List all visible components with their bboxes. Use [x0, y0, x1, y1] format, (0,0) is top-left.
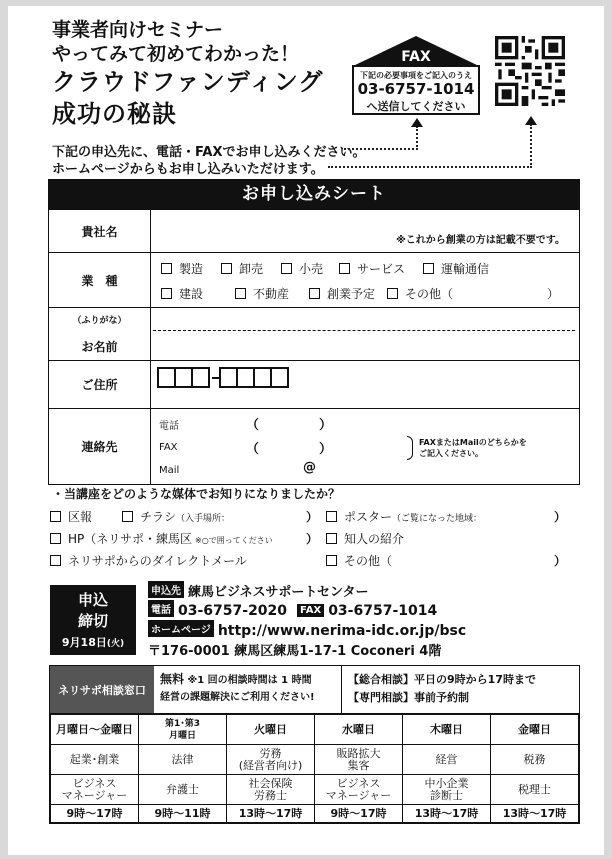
- tel-label: 電話: [159, 421, 179, 432]
- tag-tel: 電話: [148, 600, 174, 617]
- consultation-row-experts: [51, 775, 579, 805]
- checkbox[interactable]: [122, 511, 133, 522]
- address-row[interactable]: [49, 360, 579, 408]
- mail-at: @: [303, 460, 316, 475]
- furigana-label: （ふりがな）: [72, 316, 127, 326]
- consultation-grid: [50, 714, 579, 823]
- name-label-cell: [49, 308, 151, 360]
- application-sheet: [48, 179, 580, 485]
- company-label: 貴社名: [49, 210, 151, 252]
- contact-tel-fax: [148, 600, 437, 619]
- contact-label: 連絡先: [49, 409, 151, 484]
- industry-option[interactable]: 創業予定: [309, 285, 375, 302]
- survey-poster-close: ）: [554, 510, 567, 524]
- consultation-free-note: 無料 ※1 回の相談時間は 1 時間 経営の課題解決にご利用ください!: [154, 666, 342, 713]
- consultation-cell-days: 木曜日: [403, 715, 491, 745]
- consultation-cell-days: 金曜日: [491, 715, 579, 745]
- title-line-2: やってみて初めてわかった！: [52, 43, 300, 65]
- consultation-row-days: [51, 715, 579, 745]
- industry-option[interactable]: その他（: [387, 285, 453, 302]
- consultation-cell-hours: 13時～17時: [491, 805, 579, 823]
- leader-to-qr: [328, 166, 532, 168]
- homepage-link[interactable]: http://www.nerima-idc.or.jp/bsc: [217, 623, 467, 639]
- consultation-cell-experts: 中小企業 診断士: [403, 775, 491, 805]
- industry-option[interactable]: 製造: [161, 260, 203, 277]
- name-label: お名前: [81, 340, 118, 354]
- survey-option-chirashi[interactable]: チラシ（入手場所：: [122, 508, 230, 525]
- consultation-cell-topics: 起業･創業: [51, 745, 139, 775]
- deadline-box: [50, 585, 136, 655]
- consultation-cell-experts: 弁護士: [139, 775, 227, 805]
- industry-option[interactable]: サービス: [339, 260, 405, 277]
- title-line-3: クラウドファンディング: [52, 68, 324, 96]
- consultation-cell-days: 火曜日: [227, 715, 315, 745]
- consultation-cell-hours: 9時～11時: [139, 805, 227, 823]
- fax-paren-open: （: [246, 442, 260, 457]
- checkbox[interactable]: [161, 288, 172, 299]
- survey-option-dm[interactable]: ネリサポからのダイレクトメール: [50, 552, 247, 569]
- name-row[interactable]: [49, 307, 579, 360]
- deadline-date: 9月18日(火): [61, 636, 125, 649]
- deadline-line-2: 締切: [77, 612, 108, 630]
- contact-fax[interactable]: 03-6757-1014: [328, 603, 438, 619]
- fax-instruction-box: [352, 35, 480, 115]
- consultation-hours-note: 【総合相談】平日の9時から17時まで 【専門相談】事前予約制: [348, 673, 536, 704]
- deadline-line-1: 申込: [77, 591, 108, 609]
- consultation-row-hours: [51, 805, 579, 823]
- checkbox[interactable]: [281, 263, 292, 274]
- company-note: ※これから創業の方は記載不要です。: [396, 235, 565, 246]
- mail-label: Mail: [159, 465, 180, 476]
- application-flyer: [8, 6, 604, 855]
- address-label: ご住所: [49, 361, 151, 408]
- arrow-up-icon: [411, 118, 423, 127]
- postal-code-boxes[interactable]: [219, 367, 287, 388]
- seminar-title: [52, 18, 323, 130]
- consultation-cell-experts: 社会保険 労務士: [227, 775, 315, 805]
- survey-option-koho[interactable]: 区報: [50, 508, 92, 525]
- tag-fax: FAX: [297, 604, 324, 617]
- contact-note: FAXまたはMailのどちらかを ご記入ください。: [419, 438, 527, 458]
- consultation-cell-days: 水曜日: [315, 715, 403, 745]
- consultation-cell-hours: 13時～17時: [227, 805, 315, 823]
- contact-tel[interactable]: 03-6757-2020: [178, 603, 288, 619]
- consultation-row-topics: [51, 745, 579, 775]
- consultation-cell-hours: 9時～17時: [315, 805, 403, 823]
- contact-row: [49, 408, 579, 484]
- consultation-cell-topics: 労務 (経営者向け): [227, 745, 315, 775]
- qr-code-icon[interactable]: [495, 36, 565, 106]
- fax-number: 03-6757-1014: [357, 80, 475, 98]
- checkbox[interactable]: [50, 511, 61, 522]
- survey-hp-close: ）: [306, 532, 319, 546]
- fax-paren-close: ）: [319, 442, 333, 457]
- industry-option[interactable]: 運輸通信: [423, 260, 489, 277]
- tag-hp: ホームページ: [148, 620, 214, 637]
- consultation-cell-topics: 法律: [139, 745, 227, 775]
- checkbox[interactable]: [326, 555, 337, 566]
- intro-line-1: 下記の申込先に、電話・FAXでお申し込みください。: [52, 145, 366, 160]
- checkbox[interactable]: [423, 263, 434, 274]
- checkbox[interactable]: [326, 533, 337, 544]
- survey-option-poster[interactable]: ポスター（ご覧になった地域：: [326, 508, 482, 525]
- industry-row: [49, 252, 579, 307]
- leader-to-qr-vertical: [530, 124, 532, 168]
- fax-label: FAX: [401, 49, 431, 65]
- industry-option[interactable]: 卸売: [221, 260, 263, 277]
- consultation-cell-topics: 経営: [403, 745, 491, 775]
- industry-option[interactable]: 建設: [161, 285, 203, 302]
- survey-chirashi-close: ）: [306, 510, 319, 524]
- consultation-cell-experts: 税理士: [491, 775, 579, 805]
- consultation-cell-days: 月曜日～金曜日: [51, 715, 139, 745]
- survey-other-close: ）: [554, 554, 567, 568]
- checkbox[interactable]: [50, 555, 61, 566]
- survey-question: ・当講座をどのような媒体でお知りになりましたか？: [52, 487, 341, 501]
- consultation-cell-topics: 税務: [491, 745, 579, 775]
- checkbox[interactable]: [326, 511, 337, 522]
- consultation-cell-days: 第1･第3 月曜日: [139, 715, 227, 745]
- contact-org: 申込先 練馬ビジネスサポートセンター: [148, 581, 368, 600]
- furigana-divider: [153, 330, 575, 331]
- checkbox[interactable]: [235, 288, 246, 299]
- contact-address: 〒176-0001 練馬区練馬1-17-1 Coconeri 4階: [148, 644, 442, 659]
- fax-send-note: へ送信してください: [366, 100, 466, 113]
- title-line-1: 事業者向けセミナー: [52, 19, 224, 41]
- checkbox[interactable]: [309, 288, 320, 299]
- consultation-cell-experts: ビジネス マネージャー: [51, 775, 139, 805]
- brace: [407, 436, 413, 460]
- survey-option-hp[interactable]: HP（ネリサポ・練馬区 ※○で囲ってください: [50, 530, 273, 547]
- checkbox[interactable]: [339, 263, 350, 274]
- checkbox[interactable]: [161, 263, 172, 274]
- consultation-cell-topics: 販路拡大 集客: [315, 745, 403, 775]
- industry-option[interactable]: 小売: [281, 260, 323, 277]
- industry-other-close: ）: [547, 287, 560, 301]
- checkbox[interactable]: [50, 533, 61, 544]
- title-line-4: 成功の秘訣: [52, 100, 177, 128]
- arrow-up-icon: [525, 116, 537, 125]
- contact-hp: [148, 620, 466, 639]
- checkbox[interactable]: [387, 288, 398, 299]
- company-row[interactable]: [49, 209, 579, 252]
- consultation-table: [49, 665, 580, 824]
- tel-paren-open: （: [246, 418, 260, 433]
- industry-option[interactable]: 不動産: [235, 285, 289, 302]
- form-title: お申し込みシート: [49, 180, 579, 209]
- consultation-cell-experts: ビジネス マネージャー: [315, 775, 403, 805]
- survey-option-other[interactable]: その他（: [326, 552, 392, 569]
- intro-line-2: ホームページからもお申し込みいただけます。: [52, 162, 324, 177]
- consultation-cell-hours: 9時～17時: [51, 805, 139, 823]
- consultation-cell-hours: 13時～17時: [403, 805, 491, 823]
- leader-to-fax: [344, 148, 418, 150]
- fax-note: 下記の必要事項をご記入のうえ: [360, 71, 472, 80]
- consultation-header: [50, 666, 579, 714]
- consultation-window-label: ネリサポ相談窓口: [50, 666, 154, 713]
- tel-paren-close: ）: [319, 418, 333, 433]
- postal-code-boxes[interactable]: [157, 367, 208, 388]
- survey-option-friend[interactable]: 知人の紹介: [326, 530, 404, 547]
- checkbox[interactable]: [221, 263, 232, 274]
- fax-field-label: FAX: [159, 442, 178, 453]
- industry-label: 業 種: [49, 253, 151, 307]
- tag-apply: 申込先: [148, 581, 184, 598]
- leader-to-fax-vertical: [416, 126, 418, 150]
